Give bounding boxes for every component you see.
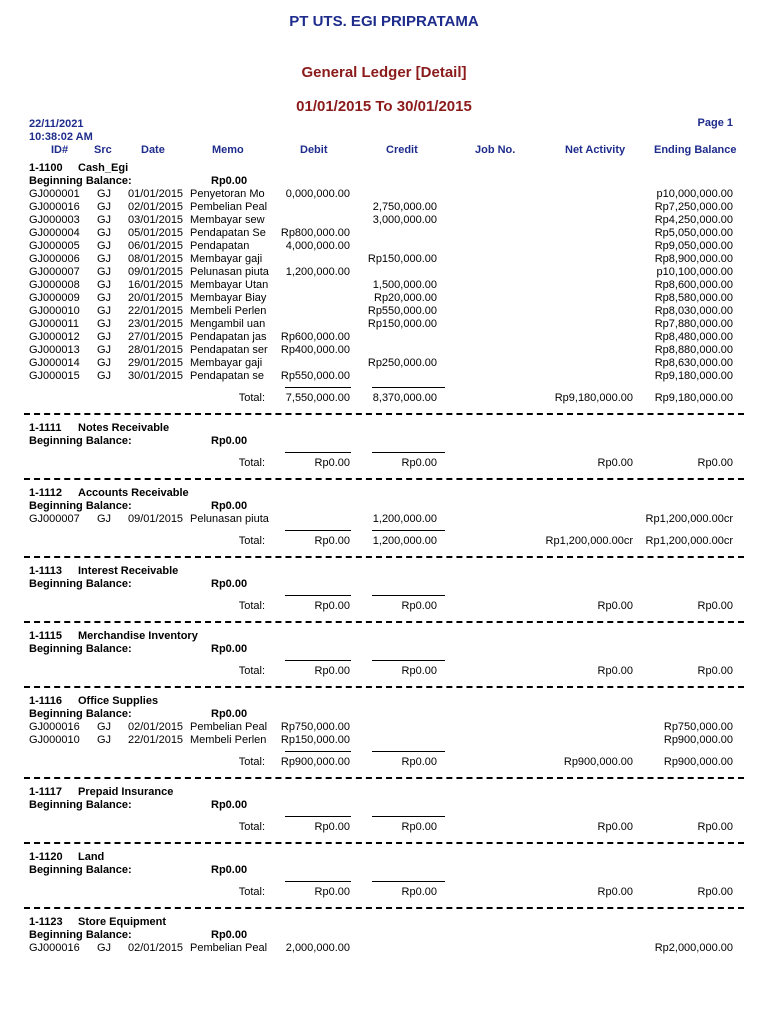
txn-debit: 2,000,000.00 (285, 942, 350, 954)
txn-memo: Membeli Perlen (190, 305, 267, 317)
txn-id: GJ000010 (29, 734, 80, 746)
txn-src: GJ (97, 292, 112, 304)
total-net-activity: Rp0.00 (597, 600, 633, 612)
total-net-activity: Rp0.00 (597, 821, 633, 833)
total-credit: Rp0.00 (401, 886, 437, 898)
txn-date: 05/01/2015 (128, 227, 184, 239)
transaction-row (0, 214, 768, 227)
total-net-activity: Rp9,180,000.00 (554, 392, 633, 404)
account-section (0, 162, 768, 422)
company-name: PT UTS. EGI PRIPRATAMA (289, 13, 479, 30)
txn-ending-balance: Rp2,000,000.00 (654, 942, 733, 954)
txn-credit: Rp150,000.00 (367, 253, 437, 265)
total-label: Total: (238, 392, 265, 404)
txn-date: 22/01/2015 (128, 305, 184, 317)
beginning-balance-value: Rp0.00 (211, 643, 248, 655)
txn-memo: Mengambil uan (190, 318, 266, 330)
txn-memo: Membayar gaji (190, 357, 263, 369)
account-header (0, 695, 768, 708)
txn-debit: Rp600,000.00 (280, 331, 350, 343)
beginning-balance-label: Beginning Balance: (29, 175, 132, 187)
txn-id: GJ000015 (29, 370, 80, 382)
txn-src: GJ (97, 240, 112, 252)
total-net-activity: Rp0.00 (597, 886, 633, 898)
txn-ending-balance: Rp4,250,000.00 (654, 214, 733, 226)
beginning-balance-value: Rp0.00 (211, 578, 248, 590)
total-row (0, 877, 768, 903)
beginning-balance-row (0, 864, 768, 877)
account-section (0, 916, 768, 955)
txn-id: GJ000010 (29, 305, 80, 317)
account-code: 1-1115 (29, 630, 63, 642)
col-ending: Ending Balance (654, 144, 737, 156)
account-section (0, 487, 768, 565)
account-code: 1-1116 (29, 695, 63, 707)
col-net: Net Activity (565, 144, 626, 156)
debit-total-rule (285, 387, 351, 388)
txn-memo: Membayar gaji (190, 253, 263, 265)
credit-total-rule (372, 530, 445, 531)
txn-date: 01/01/2015 (128, 188, 184, 200)
txn-date: 08/01/2015 (128, 253, 184, 265)
account-name: Notes Receivable (78, 422, 170, 434)
txn-id: GJ000011 (29, 318, 79, 330)
account-section (0, 695, 768, 786)
txn-memo: Pembelian Peal (190, 942, 268, 954)
txn-ending-balance: Rp8,880,000.00 (654, 344, 733, 356)
txn-src: GJ (97, 734, 112, 746)
credit-total-rule (372, 595, 445, 596)
transaction-row (0, 227, 768, 240)
txn-date: 30/01/2015 (128, 370, 184, 382)
txn-src: GJ (97, 201, 112, 213)
total-row (0, 591, 768, 617)
txn-id: GJ000006 (29, 253, 80, 265)
txn-src: GJ (97, 513, 112, 525)
txn-src: GJ (97, 357, 112, 369)
total-credit: 8,370,000.00 (372, 392, 437, 404)
total-label: Total: (238, 665, 265, 677)
txn-memo: Membayar sew (190, 214, 265, 226)
beginning-balance-value: Rp0.00 (211, 799, 248, 811)
txn-memo: Penyetoran Mo (190, 188, 265, 200)
account-header (0, 487, 768, 500)
total-row (0, 526, 768, 552)
txn-debit: 1,200,000.00 (285, 266, 350, 278)
section-separator (24, 478, 744, 487)
txn-id: GJ000016 (29, 721, 80, 733)
txn-ending-balance: Rp900,000.00 (663, 734, 733, 746)
txn-id: GJ000003 (29, 214, 80, 226)
total-label: Total: (238, 886, 265, 898)
account-name: Accounts Receivable (78, 487, 189, 499)
credit-total-rule (372, 660, 445, 661)
txn-ending-balance: p10,000,000.00 (656, 188, 733, 200)
total-row (0, 656, 768, 682)
total-row (0, 747, 768, 773)
txn-ending-balance: Rp8,030,000.00 (654, 305, 733, 317)
txn-memo: Membayar Biay (190, 292, 267, 304)
txn-src: GJ (97, 279, 112, 291)
account-name: Office Supplies (78, 695, 159, 707)
txn-memo: Membayar Utan (190, 279, 269, 291)
transaction-row (0, 279, 768, 292)
credit-total-rule (372, 751, 445, 752)
txn-memo: Pendapatan (190, 240, 250, 252)
total-ending-balance: Rp0.00 (697, 886, 733, 898)
account-header (0, 851, 768, 864)
transaction-row (0, 721, 768, 734)
beginning-balance-label: Beginning Balance: (29, 578, 132, 590)
txn-id: GJ000008 (29, 279, 80, 291)
section-separator (24, 621, 744, 630)
txn-date: 16/01/2015 (128, 279, 184, 291)
txn-date: 09/01/2015 (128, 513, 184, 525)
debit-total-rule (285, 881, 351, 882)
print-time: 10:38:02 AM (29, 131, 93, 143)
transaction-row (0, 188, 768, 201)
txn-ending-balance: Rp8,630,000.00 (654, 357, 733, 369)
beginning-balance-row (0, 500, 768, 513)
total-debit: Rp0.00 (314, 600, 350, 612)
beginning-balance-label: Beginning Balance: (29, 435, 132, 447)
beginning-balance-value: Rp0.00 (211, 929, 248, 941)
account-header (0, 565, 768, 578)
total-net-activity: Rp1,200,000.00cr (545, 535, 633, 547)
beginning-balance-row (0, 708, 768, 721)
txn-id: GJ000007 (29, 513, 80, 525)
total-debit: Rp0.00 (314, 886, 350, 898)
section-separator (24, 413, 744, 422)
transaction-row (0, 305, 768, 318)
txn-debit: Rp800,000.00 (280, 227, 350, 239)
debit-total-rule (285, 751, 351, 752)
beginning-balance-label: Beginning Balance: (29, 500, 132, 512)
section-separator (24, 777, 744, 786)
transaction-row (0, 201, 768, 214)
total-debit: Rp0.00 (314, 535, 350, 547)
account-name: Prepaid Insurance (78, 786, 174, 798)
txn-ending-balance: Rp8,580,000.00 (654, 292, 733, 304)
col-debit: Debit (300, 144, 328, 156)
report-title: General Ledger [Detail] (301, 64, 467, 81)
account-name: Merchandise Inventory (78, 630, 198, 642)
beginning-balance-value: Rp0.00 (211, 435, 248, 447)
txn-src: GJ (97, 227, 112, 239)
total-row (0, 812, 768, 838)
txn-ending-balance: Rp750,000.00 (663, 721, 733, 733)
account-code: 1-1120 (29, 851, 63, 863)
total-label: Total: (238, 821, 265, 833)
account-name: Cash_Egi (78, 162, 129, 174)
total-ending-balance: Rp0.00 (697, 600, 733, 612)
txn-memo: Pembelian Peal (190, 721, 268, 733)
account-header (0, 916, 768, 929)
account-code: 1-1113 (29, 565, 63, 577)
col-credit: Credit (386, 144, 418, 156)
txn-id: GJ000001 (29, 188, 80, 200)
beginning-balance-value: Rp0.00 (211, 500, 248, 512)
total-ending-balance: Rp9,180,000.00 (654, 392, 733, 404)
account-code: 1-1112 (29, 487, 63, 499)
account-header (0, 162, 768, 175)
txn-ending-balance: Rp1,200,000.00cr (645, 513, 733, 525)
account-name: Land (78, 851, 105, 863)
total-row (0, 448, 768, 474)
total-debit: Rp900,000.00 (280, 756, 350, 768)
total-debit: Rp0.00 (314, 665, 350, 677)
txn-src: GJ (97, 942, 112, 954)
total-row (0, 383, 768, 409)
txn-src: GJ (97, 318, 112, 330)
account-code: 1-1117 (29, 786, 63, 798)
beginning-balance-row (0, 578, 768, 591)
account-section (0, 786, 768, 851)
total-label: Total: (238, 457, 265, 469)
txn-date: 29/01/2015 (128, 357, 184, 369)
txn-memo: Pembelian Peal (190, 201, 268, 213)
section-separator (24, 686, 744, 695)
txn-memo: Pendapatan jas (190, 331, 267, 343)
total-debit: 7,550,000.00 (285, 392, 350, 404)
transaction-row (0, 240, 768, 253)
col-job: Job No. (475, 144, 516, 156)
beginning-balance-label: Beginning Balance: (29, 643, 132, 655)
debit-total-rule (285, 816, 351, 817)
txn-memo: Pelunasan piuta (190, 513, 269, 525)
total-ending-balance: Rp900,000.00 (663, 756, 733, 768)
txn-id: GJ000012 (29, 331, 80, 343)
section-separator (24, 907, 744, 916)
txn-id: GJ000005 (29, 240, 80, 252)
transaction-row (0, 266, 768, 279)
beginning-balance-row (0, 929, 768, 942)
txn-id: GJ000009 (29, 292, 80, 304)
debit-total-rule (285, 595, 351, 596)
txn-credit: Rp550,000.00 (367, 305, 437, 317)
txn-debit: Rp150,000.00 (280, 734, 350, 746)
txn-credit: Rp150,000.00 (367, 318, 437, 330)
page-number: Page 1 (697, 117, 733, 129)
txn-id: GJ000013 (29, 344, 80, 356)
txn-credit: 1,500,000.00 (372, 279, 437, 291)
transaction-row (0, 344, 768, 357)
transaction-row (0, 357, 768, 370)
total-label: Total: (238, 535, 265, 547)
col-src: Src (94, 144, 112, 156)
txn-date: 02/01/2015 (128, 721, 184, 733)
beginning-balance-row (0, 175, 768, 188)
transaction-row (0, 370, 768, 383)
total-ending-balance: Rp0.00 (697, 821, 733, 833)
txn-src: GJ (97, 253, 112, 265)
txn-src: GJ (97, 721, 112, 733)
total-net-activity: Rp900,000.00 (563, 756, 633, 768)
beginning-balance-row (0, 799, 768, 812)
txn-date: 28/01/2015 (128, 344, 184, 356)
txn-date: 03/01/2015 (128, 214, 184, 226)
txn-src: GJ (97, 214, 112, 226)
txn-ending-balance: Rp7,880,000.00 (654, 318, 733, 330)
txn-ending-balance: Rp7,250,000.00 (654, 201, 733, 213)
credit-total-rule (372, 816, 445, 817)
beginning-balance-label: Beginning Balance: (29, 708, 132, 720)
beginning-balance-value: Rp0.00 (211, 175, 248, 187)
col-date: Date (141, 144, 165, 156)
total-ending-balance: Rp0.00 (697, 665, 733, 677)
total-ending-balance: Rp0.00 (697, 457, 733, 469)
beginning-balance-row (0, 643, 768, 656)
account-name: Store Equipment (78, 916, 167, 928)
txn-ending-balance: Rp8,900,000.00 (654, 253, 733, 265)
transaction-row (0, 734, 768, 747)
ledger-sections (0, 162, 768, 955)
transaction-row (0, 253, 768, 266)
total-credit: 1,200,000.00 (372, 535, 437, 547)
txn-id: GJ000016 (29, 201, 80, 213)
total-credit: Rp0.00 (401, 457, 437, 469)
txn-credit: 2,750,000.00 (372, 201, 437, 213)
total-label: Total: (238, 600, 265, 612)
txn-debit: Rp750,000.00 (280, 721, 350, 733)
account-section (0, 630, 768, 695)
transaction-row (0, 318, 768, 331)
txn-src: GJ (97, 266, 112, 278)
txn-memo: Pelunasan piuta (190, 266, 269, 278)
beginning-balance-label: Beginning Balance: (29, 929, 132, 941)
debit-total-rule (285, 530, 351, 531)
txn-ending-balance: Rp8,480,000.00 (654, 331, 733, 343)
txn-debit: Rp400,000.00 (280, 344, 350, 356)
section-separator (24, 842, 744, 851)
txn-credit: Rp250,000.00 (367, 357, 437, 369)
txn-ending-balance: Rp9,180,000.00 (654, 370, 733, 382)
total-label: Total: (238, 756, 265, 768)
txn-date: 20/01/2015 (128, 292, 184, 304)
account-header (0, 422, 768, 435)
total-net-activity: Rp0.00 (597, 457, 633, 469)
total-net-activity: Rp0.00 (597, 665, 633, 677)
txn-debit: 4,000,000.00 (285, 240, 350, 252)
credit-total-rule (372, 452, 445, 453)
txn-memo: Pendapatan Se (190, 227, 266, 239)
column-header-row (0, 144, 768, 158)
txn-date: 02/01/2015 (128, 201, 184, 213)
account-header (0, 786, 768, 799)
col-id: ID# (51, 144, 69, 156)
account-header (0, 630, 768, 643)
txn-debit: Rp550,000.00 (280, 370, 350, 382)
txn-credit: Rp20,000.00 (374, 292, 437, 304)
account-section (0, 565, 768, 630)
txn-id: GJ000014 (29, 357, 80, 369)
total-credit: Rp0.00 (401, 600, 437, 612)
txn-date: 23/01/2015 (128, 318, 184, 330)
txn-credit: 1,200,000.00 (372, 513, 437, 525)
txn-ending-balance: Rp9,050,000.00 (654, 240, 733, 252)
transaction-row (0, 292, 768, 305)
debit-total-rule (285, 660, 351, 661)
beginning-balance-value: Rp0.00 (211, 708, 248, 720)
account-code: 1-1111 (29, 422, 62, 434)
total-debit: Rp0.00 (314, 457, 350, 469)
txn-src: GJ (97, 305, 112, 317)
txn-credit: 3,000,000.00 (372, 214, 437, 226)
txn-date: 22/01/2015 (128, 734, 184, 746)
beginning-balance-label: Beginning Balance: (29, 799, 132, 811)
report-period: 01/01/2015 To 30/01/2015 (296, 98, 472, 115)
txn-src: GJ (97, 344, 112, 356)
total-ending-balance: Rp1,200,000.00cr (645, 535, 733, 547)
txn-date: 06/01/2015 (128, 240, 184, 252)
beginning-balance-row (0, 435, 768, 448)
txn-ending-balance: Rp8,600,000.00 (654, 279, 733, 291)
txn-date: 02/01/2015 (128, 942, 184, 954)
account-section (0, 851, 768, 916)
transaction-row (0, 513, 768, 526)
txn-date: 09/01/2015 (128, 266, 184, 278)
txn-id: GJ000007 (29, 266, 80, 278)
account-code: 1-1100 (29, 162, 63, 174)
account-section (0, 422, 768, 487)
transaction-row (0, 942, 768, 955)
print-date: 22/11/2021 (29, 118, 84, 130)
account-code: 1-1123 (29, 916, 63, 928)
credit-total-rule (372, 387, 445, 388)
account-name: Interest Receivable (78, 565, 179, 577)
transaction-row (0, 331, 768, 344)
total-credit: Rp0.00 (401, 821, 437, 833)
txn-debit: 0,000,000.00 (285, 188, 350, 200)
beginning-balance-value: Rp0.00 (211, 864, 248, 876)
total-credit: Rp0.00 (401, 756, 437, 768)
txn-src: GJ (97, 188, 112, 200)
col-memo: Memo (212, 144, 244, 156)
credit-total-rule (372, 881, 445, 882)
txn-memo: Pendapatan se (190, 370, 265, 382)
beginning-balance-label: Beginning Balance: (29, 864, 132, 876)
section-separator (24, 556, 744, 565)
txn-id: GJ000016 (29, 942, 80, 954)
txn-ending-balance: p10,100,000.00 (656, 266, 733, 278)
debit-total-rule (285, 452, 351, 453)
total-debit: Rp0.00 (314, 821, 350, 833)
txn-src: GJ (97, 331, 112, 343)
txn-memo: Membeli Perlen (190, 734, 267, 746)
txn-src: GJ (97, 370, 112, 382)
txn-ending-balance: Rp5,050,000.00 (654, 227, 733, 239)
txn-memo: Pendapatan ser (190, 344, 268, 356)
total-credit: Rp0.00 (401, 665, 437, 677)
txn-date: 27/01/2015 (128, 331, 184, 343)
txn-id: GJ000004 (29, 227, 80, 239)
